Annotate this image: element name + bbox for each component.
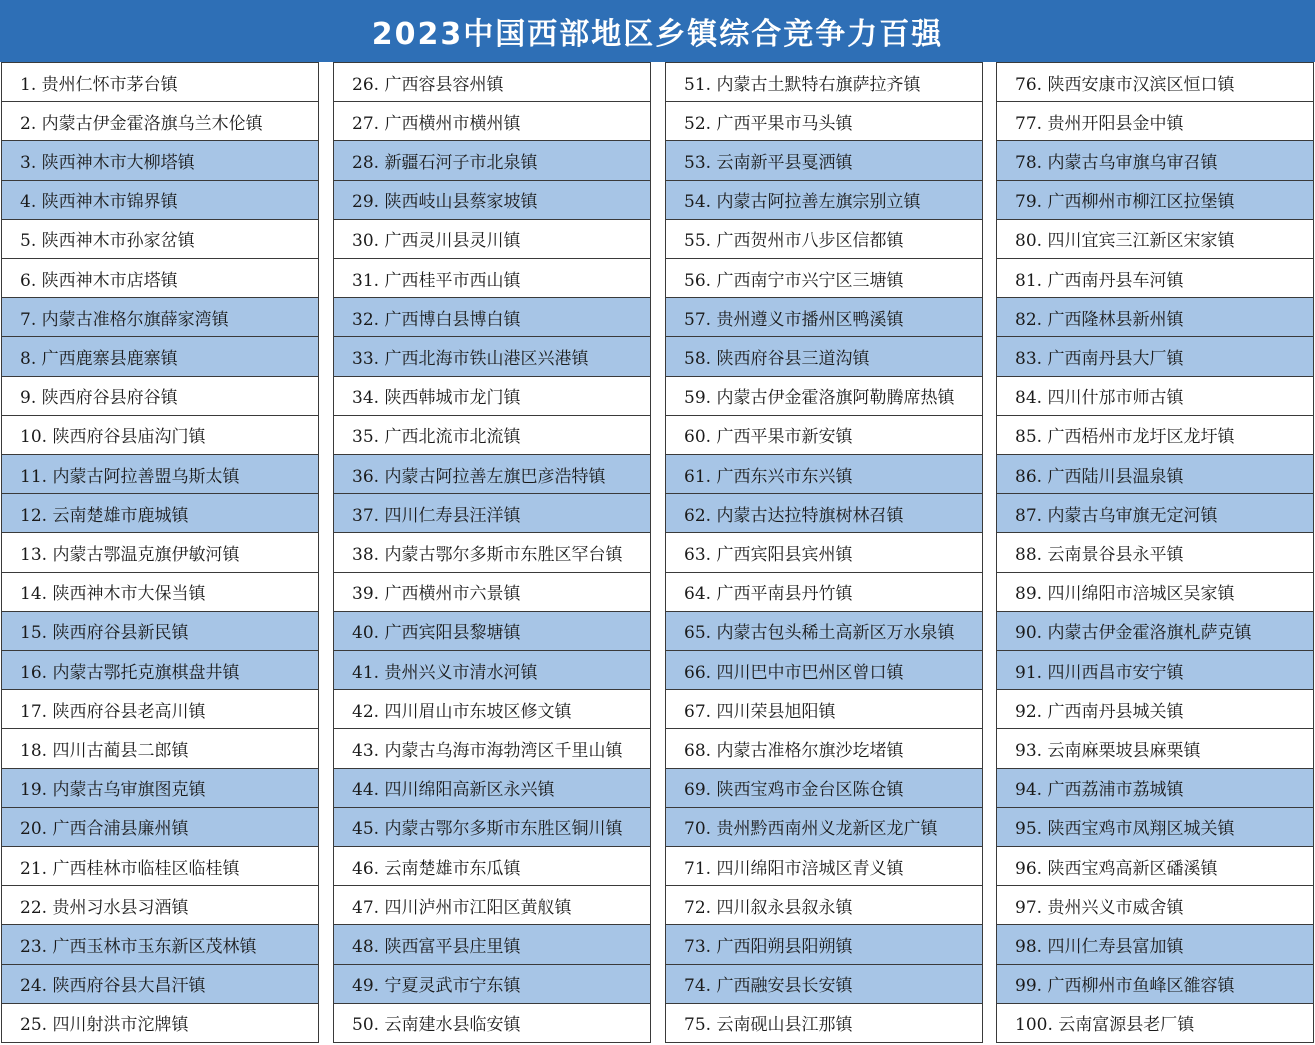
town-entry: 21. 广西桂林市临桂区临桂镇	[1, 846, 319, 886]
town-entry: 31. 广西桂平市西山镇	[333, 258, 651, 298]
town-entry: 46. 云南楚雄市东瓜镇	[333, 846, 651, 886]
town-entry: 59. 内蒙古伊金霍洛旗阿勒腾席热镇	[665, 376, 983, 416]
town-entry: 75. 云南砚山县江那镇	[665, 1003, 983, 1043]
town-entry: 76. 陕西安康市汉滨区恒口镇	[996, 62, 1314, 102]
town-entry: 30. 广西灵川县灵川镇	[333, 219, 651, 259]
town-entry: 51. 内蒙古土默特右旗萨拉齐镇	[665, 62, 983, 102]
town-entry: 7. 内蒙古准格尔旗薛家湾镇	[1, 297, 319, 337]
town-entry: 13. 内蒙古鄂温克旗伊敏河镇	[1, 532, 319, 572]
town-entry: 95. 陕西宝鸡市凤翔区城关镇	[996, 807, 1314, 847]
town-entry: 68. 内蒙古准格尔旗沙圪堵镇	[665, 728, 983, 768]
page-title: 2023中国西部地区乡镇综合竞争力百强	[0, 0, 1315, 62]
town-entry: 23. 广西玉林市玉东新区茂林镇	[1, 924, 319, 964]
town-entry: 88. 云南景谷县永平镇	[996, 532, 1314, 572]
town-entry: 48. 陕西富平县庄里镇	[333, 924, 651, 964]
town-entry: 84. 四川什邡市师古镇	[996, 376, 1314, 416]
town-entry: 50. 云南建水县临安镇	[333, 1003, 651, 1043]
town-entry: 92. 广西南丹县城关镇	[996, 689, 1314, 729]
town-entry: 22. 贵州习水县习酒镇	[1, 885, 319, 925]
town-entry: 12. 云南楚雄市鹿城镇	[1, 493, 319, 533]
town-entry: 53. 云南新平县戛洒镇	[665, 140, 983, 180]
town-entry: 20. 广西合浦县廉州镇	[1, 807, 319, 847]
town-entry: 78. 内蒙古乌审旗乌审召镇	[996, 140, 1314, 180]
town-entry: 72. 四川叙永县叙永镇	[665, 885, 983, 925]
town-entry: 47. 四川泸州市江阳区黄舣镇	[333, 885, 651, 925]
town-entry: 66. 四川巴中市巴州区曾口镇	[665, 650, 983, 690]
town-entry: 67. 四川荣县旭阳镇	[665, 689, 983, 729]
town-entry: 63. 广西宾阳县宾州镇	[665, 532, 983, 572]
town-entry: 3. 陕西神木市大柳塔镇	[1, 140, 319, 180]
town-entry: 100. 云南富源县老厂镇	[996, 1003, 1314, 1043]
town-entry: 25. 四川射洪市沱牌镇	[1, 1003, 319, 1043]
town-entry: 87. 内蒙古乌审旗无定河镇	[996, 493, 1314, 533]
town-entry: 14. 陕西神木市大保当镇	[1, 572, 319, 612]
town-entry: 56. 广西南宁市兴宁区三塘镇	[665, 258, 983, 298]
town-entry: 41. 贵州兴义市清水河镇	[333, 650, 651, 690]
town-entry: 17. 陕西府谷县老高川镇	[1, 689, 319, 729]
town-entry: 6. 陕西神木市店塔镇	[1, 258, 319, 298]
town-entry: 55. 广西贺州市八步区信都镇	[665, 219, 983, 259]
town-entry: 36. 内蒙古阿拉善左旗巴彦浩特镇	[333, 454, 651, 494]
town-entry: 34. 陕西韩城市龙门镇	[333, 376, 651, 416]
town-entry: 69. 陕西宝鸡市金台区陈仓镇	[665, 768, 983, 808]
town-entry: 15. 陕西府谷县新民镇	[1, 611, 319, 651]
town-entry: 16. 内蒙古鄂托克旗棋盘井镇	[1, 650, 319, 690]
town-entry: 97. 贵州兴义市威舍镇	[996, 885, 1314, 925]
town-entry: 65. 内蒙古包头稀土高新区万水泉镇	[665, 611, 983, 651]
town-entry: 70. 贵州黔西南州义龙新区龙广镇	[665, 807, 983, 847]
town-entry: 18. 四川古蔺县二郎镇	[1, 728, 319, 768]
town-entry: 71. 四川绵阳市涪城区青义镇	[665, 846, 983, 886]
town-entry: 42. 四川眉山市东坡区修文镇	[333, 689, 651, 729]
town-entry: 61. 广西东兴市东兴镇	[665, 454, 983, 494]
town-entry: 94. 广西荔浦市荔城镇	[996, 768, 1314, 808]
town-entry: 73. 广西阳朔县阳朔镇	[665, 924, 983, 964]
town-entry: 81. 广西南丹县车河镇	[996, 258, 1314, 298]
town-entry: 44. 四川绵阳高新区永兴镇	[333, 768, 651, 808]
town-entry: 60. 广西平果市新安镇	[665, 415, 983, 455]
town-entry: 5. 陕西神木市孙家岔镇	[1, 219, 319, 259]
town-entry: 54. 内蒙古阿拉善左旗宗别立镇	[665, 180, 983, 220]
town-entry: 4. 陕西神木市锦界镇	[1, 180, 319, 220]
town-entry: 86. 广西陆川县温泉镇	[996, 454, 1314, 494]
town-entry: 96. 陕西宝鸡高新区磻溪镇	[996, 846, 1314, 886]
town-entry: 37. 四川仁寿县汪洋镇	[333, 493, 651, 533]
town-entry: 93. 云南麻栗坡县麻栗镇	[996, 728, 1314, 768]
town-entry: 90. 内蒙古伊金霍洛旗札萨克镇	[996, 611, 1314, 651]
town-entry: 64. 广西平南县丹竹镇	[665, 572, 983, 612]
town-entry: 29. 陕西岐山县蔡家坡镇	[333, 180, 651, 220]
town-entry: 43. 内蒙古乌海市海勃湾区千里山镇	[333, 728, 651, 768]
town-entry: 77. 贵州开阳县金中镇	[996, 101, 1314, 141]
town-entry: 10. 陕西府谷县庙沟门镇	[1, 415, 319, 455]
town-entry: 1. 贵州仁怀市茅台镇	[1, 62, 319, 102]
town-entry: 35. 广西北流市北流镇	[333, 415, 651, 455]
town-entry: 32. 广西博白县博白镇	[333, 297, 651, 337]
town-entry: 33. 广西北海市铁山港区兴港镇	[333, 336, 651, 376]
town-entry: 62. 内蒙古达拉特旗树林召镇	[665, 493, 983, 533]
town-entry: 99. 广西柳州市鱼峰区雒容镇	[996, 964, 1314, 1004]
town-entry: 2. 内蒙古伊金霍洛旗乌兰木伦镇	[1, 101, 319, 141]
town-entry: 74. 广西融安县长安镇	[665, 964, 983, 1004]
town-entry: 79. 广西柳州市柳江区拉堡镇	[996, 180, 1314, 220]
town-entry: 24. 陕西府谷县大昌汗镇	[1, 964, 319, 1004]
town-entry: 57. 贵州遵义市播州区鸭溪镇	[665, 297, 983, 337]
town-entry: 45. 内蒙古鄂尔多斯市东胜区铜川镇	[333, 807, 651, 847]
town-entry: 40. 广西宾阳县黎塘镇	[333, 611, 651, 651]
town-entry: 49. 宁夏灵武市宁东镇	[333, 964, 651, 1004]
town-entry: 82. 广西隆林县新州镇	[996, 297, 1314, 337]
ranking-table	[0, 62, 1315, 1045]
town-entry: 85. 广西梧州市龙圩区龙圩镇	[996, 415, 1314, 455]
town-entry: 89. 四川绵阳市涪城区吴家镇	[996, 572, 1314, 612]
town-entry: 8. 广西鹿寨县鹿寨镇	[1, 336, 319, 376]
town-entry: 58. 陕西府谷县三道沟镇	[665, 336, 983, 376]
town-entry: 19. 内蒙古乌审旗图克镇	[1, 768, 319, 808]
town-entry: 9. 陕西府谷县府谷镇	[1, 376, 319, 416]
town-entry: 80. 四川宜宾三江新区宋家镇	[996, 219, 1314, 259]
town-entry: 98. 四川仁寿县富加镇	[996, 924, 1314, 964]
town-entry: 39. 广西横州市六景镇	[333, 572, 651, 612]
town-entry: 26. 广西容县容州镇	[333, 62, 651, 102]
town-entry: 28. 新疆石河子市北泉镇	[333, 140, 651, 180]
town-entry: 38. 内蒙古鄂尔多斯市东胜区罕台镇	[333, 532, 651, 572]
town-entry: 83. 广西南丹县大厂镇	[996, 336, 1314, 376]
town-entry: 27. 广西横州市横州镇	[333, 101, 651, 141]
town-entry: 91. 四川西昌市安宁镇	[996, 650, 1314, 690]
town-entry: 52. 广西平果市马头镇	[665, 101, 983, 141]
town-entry: 11. 内蒙古阿拉善盟乌斯太镇	[1, 454, 319, 494]
